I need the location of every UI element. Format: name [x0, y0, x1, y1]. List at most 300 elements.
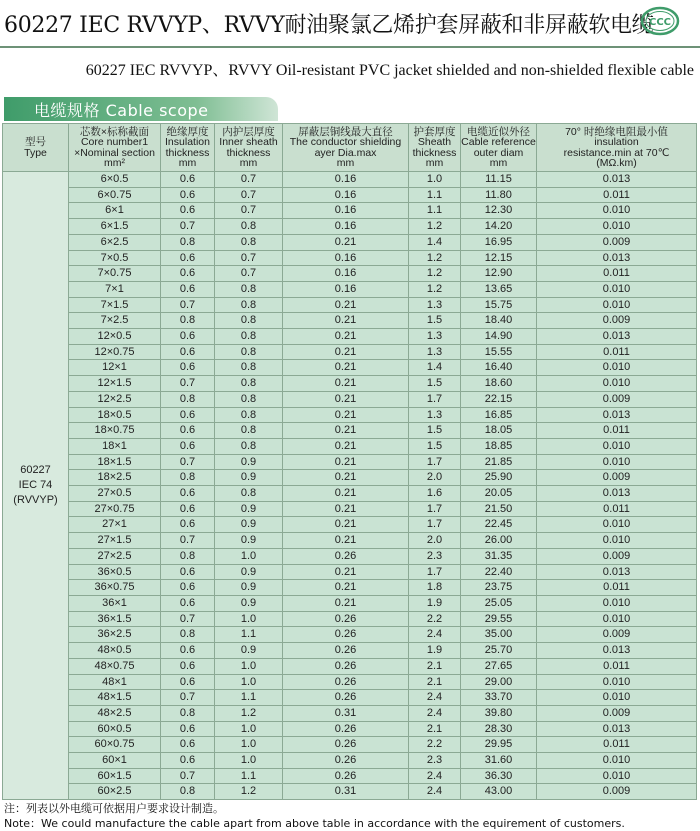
table-cell: 0.21: [283, 470, 409, 486]
table-cell: 0.8: [215, 344, 283, 360]
table-row: [3, 454, 697, 470]
table-cell: 0.8: [161, 470, 215, 486]
table-cell: 0.011: [537, 344, 697, 360]
table-row: [3, 548, 697, 564]
table-row: [3, 313, 697, 329]
table-cell: 0.8: [161, 784, 215, 800]
table-cell: 0.8: [161, 627, 215, 643]
table-cell: 60×1.5: [69, 768, 161, 784]
table-cell: 0.6: [161, 187, 215, 203]
table-cell: 0.9: [215, 533, 283, 549]
table-cell: 0.010: [537, 753, 697, 769]
table-cell: 0.011: [537, 737, 697, 753]
table-cell: 1.7: [409, 517, 461, 533]
table-row: [3, 297, 697, 313]
table-cell: 21.85: [461, 454, 537, 470]
table-cell: 0.9: [215, 470, 283, 486]
table-cell: 0.010: [537, 454, 697, 470]
table-cell: 1.0: [215, 658, 283, 674]
table-cell: 0.26: [283, 611, 409, 627]
table-cell: 0.21: [283, 376, 409, 392]
table-cell: 0.6: [161, 423, 215, 439]
table-header-row: [3, 124, 697, 172]
table-cell: 22.45: [461, 517, 537, 533]
table-cell: 0.010: [537, 438, 697, 454]
table-cell: 0.6: [161, 203, 215, 219]
table-cell: 0.21: [283, 517, 409, 533]
table-cell: 12.90: [461, 266, 537, 282]
table-cell: 25.70: [461, 643, 537, 659]
table-cell: 0.6: [161, 737, 215, 753]
table-cell: 0.6: [161, 501, 215, 517]
table-cell: 0.6: [161, 595, 215, 611]
table-cell: 0.21: [283, 407, 409, 423]
table-cell: 0.6: [161, 360, 215, 376]
table-cell: 0.010: [537, 219, 697, 235]
table-cell: 0.7: [161, 533, 215, 549]
table-cell: 0.013: [537, 643, 697, 659]
table-cell: 0.011: [537, 658, 697, 674]
table-cell: 2.4: [409, 690, 461, 706]
table-cell: 0.6: [161, 281, 215, 297]
table-cell: 36×0.5: [69, 564, 161, 580]
table-cell: 1.9: [409, 643, 461, 659]
table-cell: 0.8: [215, 281, 283, 297]
table-cell: 0.8: [215, 297, 283, 313]
table-cell: 12×2.5: [69, 391, 161, 407]
table-cell: 18×0.5: [69, 407, 161, 423]
table-cell: 1.2: [409, 266, 461, 282]
table-cell: 0.26: [283, 658, 409, 674]
table-cell: 27×1: [69, 517, 161, 533]
table-cell: 0.16: [283, 203, 409, 219]
table-cell: 1.3: [409, 297, 461, 313]
table-cell: 0.9: [215, 643, 283, 659]
table-cell: 27×2.5: [69, 548, 161, 564]
footnote-cn: 注：列表以外电缆可依据用户要求设计制造。: [4, 802, 224, 815]
table-cell: 0.8: [161, 234, 215, 250]
table-cell: 0.8: [215, 486, 283, 502]
table-cell: 0.9: [215, 595, 283, 611]
table-cell: 0.21: [283, 454, 409, 470]
table-cell: 0.21: [283, 329, 409, 345]
table-cell: 0.8: [215, 438, 283, 454]
table-row: [3, 376, 697, 392]
table-cell: 2.4: [409, 705, 461, 721]
table-cell: 2.4: [409, 784, 461, 800]
table-cell: 6×1: [69, 203, 161, 219]
table-cell: 0.21: [283, 580, 409, 596]
table-row: [3, 611, 697, 627]
table-cell: 0.6: [161, 486, 215, 502]
table-cell: 0.21: [283, 501, 409, 517]
table-cell: 0.8: [215, 313, 283, 329]
table-cell: 0.7: [161, 611, 215, 627]
table-cell: 0.010: [537, 595, 697, 611]
table-cell: 33.70: [461, 690, 537, 706]
table-cell: 1.3: [409, 407, 461, 423]
table-cell: 60×1: [69, 753, 161, 769]
table-cell: 27×0.5: [69, 486, 161, 502]
table-cell: 0.009: [537, 470, 697, 486]
table-cell: 48×1: [69, 674, 161, 690]
table-cell: 0.8: [215, 219, 283, 235]
table-row: [3, 580, 697, 596]
table-cell: 1.7: [409, 391, 461, 407]
type-cell: 60227 IEC 74 (RVVYP): [3, 172, 69, 800]
table-cell: 0.010: [537, 768, 697, 784]
table-cell: 18×0.75: [69, 423, 161, 439]
table-row: [3, 203, 697, 219]
table-cell: 0.26: [283, 690, 409, 706]
table-cell: 29.95: [461, 737, 537, 753]
table-cell: 31.35: [461, 548, 537, 564]
table-cell: 0.26: [283, 737, 409, 753]
table-cell: 21.50: [461, 501, 537, 517]
table-cell: 0.6: [161, 438, 215, 454]
table-row: [3, 423, 697, 439]
table-row: [3, 705, 697, 721]
table-cell: 1.4: [409, 360, 461, 376]
table-cell: 0.6: [161, 517, 215, 533]
table-cell: 0.010: [537, 533, 697, 549]
table-cell: 0.013: [537, 407, 697, 423]
table-cell: 43.00: [461, 784, 537, 800]
table-cell: 1.1: [215, 627, 283, 643]
table-cell: 0.009: [537, 234, 697, 250]
column-header: 绝缘厚度 Insulation thickness mm: [161, 124, 215, 172]
table-cell: 0.009: [537, 784, 697, 800]
table-row: [3, 219, 697, 235]
table-cell: 0.010: [537, 611, 697, 627]
table-row: [3, 281, 697, 297]
table-row: [3, 533, 697, 549]
table-cell: 0.8: [215, 407, 283, 423]
table-cell: 0.7: [161, 768, 215, 784]
table-cell: 6×0.5: [69, 172, 161, 188]
table-cell: 0.7: [215, 266, 283, 282]
table-cell: 0.8: [215, 234, 283, 250]
table-cell: 1.0: [409, 172, 461, 188]
table-cell: 60×0.75: [69, 737, 161, 753]
table-cell: 0.7: [161, 297, 215, 313]
table-cell: 0.9: [215, 454, 283, 470]
table-cell: 18×1: [69, 438, 161, 454]
table-cell: 20.05: [461, 486, 537, 502]
table-cell: 25.90: [461, 470, 537, 486]
table-cell: 0.7: [215, 250, 283, 266]
table-cell: 0.26: [283, 721, 409, 737]
table-cell: 1.7: [409, 564, 461, 580]
table-cell: 0.6: [161, 266, 215, 282]
table-cell: 0.011: [537, 580, 697, 596]
table-cell: 1.4: [409, 234, 461, 250]
table-cell: 2.1: [409, 658, 461, 674]
table-row: [3, 595, 697, 611]
table-row: [3, 721, 697, 737]
table-cell: 1.1: [409, 203, 461, 219]
table-cell: 0.26: [283, 768, 409, 784]
table-cell: 0.8: [215, 391, 283, 407]
table-cell: 0.16: [283, 250, 409, 266]
table-cell: 0.26: [283, 753, 409, 769]
table-cell: 1.5: [409, 376, 461, 392]
table-cell: 0.7: [161, 690, 215, 706]
table-cell: 48×2.5: [69, 705, 161, 721]
column-header: 护套厚度 Sheath thickness mm: [409, 124, 461, 172]
table-cell: 0.16: [283, 172, 409, 188]
table-cell: 7×1.5: [69, 297, 161, 313]
table-cell: 6×0.75: [69, 187, 161, 203]
table-cell: 36×1: [69, 595, 161, 611]
table-cell: 13.65: [461, 281, 537, 297]
table-row: [3, 391, 697, 407]
table-cell: 2.1: [409, 721, 461, 737]
table-cell: 16.85: [461, 407, 537, 423]
table-cell: 0.009: [537, 705, 697, 721]
table-cell: 27×1.5: [69, 533, 161, 549]
page-title: 60227 IEC RVVYP、RVVY耐油聚氯乙烯护套屏蔽和非屏蔽软电缆: [4, 13, 654, 38]
table-cell: 0.7: [161, 454, 215, 470]
table-cell: 1.5: [409, 423, 461, 439]
table-cell: 15.55: [461, 344, 537, 360]
table-row: [3, 329, 697, 345]
column-header: 型号 Type: [3, 124, 69, 172]
table-cell: 0.6: [161, 407, 215, 423]
table-cell: 0.21: [283, 423, 409, 439]
table-cell: 1.0: [215, 753, 283, 769]
table-cell: 0.16: [283, 219, 409, 235]
table-row: [3, 674, 697, 690]
table-cell: 36×2.5: [69, 627, 161, 643]
table-cell: 0.8: [161, 548, 215, 564]
table-cell: 7×2.5: [69, 313, 161, 329]
table-cell: 2.3: [409, 548, 461, 564]
table-cell: 0.26: [283, 548, 409, 564]
table-cell: 0.6: [161, 329, 215, 345]
table-cell: 14.90: [461, 329, 537, 345]
table-cell: 0.9: [215, 580, 283, 596]
table-row: [3, 690, 697, 706]
table-row: [3, 187, 697, 203]
table-cell: 18.60: [461, 376, 537, 392]
table-row: [3, 360, 697, 376]
table-cell: 25.05: [461, 595, 537, 611]
table-cell: 22.15: [461, 391, 537, 407]
table-cell: 7×0.75: [69, 266, 161, 282]
table-cell: 16.95: [461, 234, 537, 250]
table-cell: 1.2: [215, 705, 283, 721]
table-cell: 18.85: [461, 438, 537, 454]
table-cell: 0.011: [537, 266, 697, 282]
table-cell: 0.010: [537, 281, 697, 297]
table-cell: 0.6: [161, 674, 215, 690]
table-cell: 36×0.75: [69, 580, 161, 596]
table-row: [3, 753, 697, 769]
table-cell: 1.8: [409, 580, 461, 596]
table-cell: 0.31: [283, 784, 409, 800]
table-row: [3, 784, 697, 800]
table-cell: 0.009: [537, 313, 697, 329]
table-cell: 0.8: [161, 313, 215, 329]
table-cell: 48×1.5: [69, 690, 161, 706]
table-cell: 28.30: [461, 721, 537, 737]
table-cell: 1.0: [215, 737, 283, 753]
table-cell: 1.5: [409, 438, 461, 454]
table-cell: 0.21: [283, 344, 409, 360]
table-cell: 1.3: [409, 329, 461, 345]
table-cell: 0.6: [161, 172, 215, 188]
table-cell: 0.8: [215, 423, 283, 439]
table-cell: 0.21: [283, 438, 409, 454]
table-cell: 11.80: [461, 187, 537, 203]
table-cell: 0.9: [215, 517, 283, 533]
table-cell: 0.7: [215, 187, 283, 203]
table-cell: 0.011: [537, 501, 697, 517]
table-row: [3, 564, 697, 580]
table-cell: 0.009: [537, 548, 697, 564]
table-cell: 18×2.5: [69, 470, 161, 486]
table-cell: 1.3: [409, 344, 461, 360]
table-cell: 12.30: [461, 203, 537, 219]
table-cell: 0.8: [215, 329, 283, 345]
table-cell: 1.0: [215, 674, 283, 690]
table-cell: 1.0: [215, 611, 283, 627]
section-title: 电缆规格 Cable scope: [34, 101, 209, 120]
table-cell: 11.15: [461, 172, 537, 188]
table-cell: 1.0: [215, 721, 283, 737]
table-cell: 0.21: [283, 313, 409, 329]
table-cell: 1.2: [409, 281, 461, 297]
table-cell: 7×1: [69, 281, 161, 297]
table-cell: 1.5: [409, 313, 461, 329]
table-cell: 39.80: [461, 705, 537, 721]
table-cell: 29.55: [461, 611, 537, 627]
table-row: [3, 407, 697, 423]
table-cell: 0.21: [283, 533, 409, 549]
table-row: [3, 768, 697, 784]
table-cell: 0.010: [537, 360, 697, 376]
table-cell: 60×2.5: [69, 784, 161, 800]
table-cell: 27.65: [461, 658, 537, 674]
table-cell: 0.6: [161, 564, 215, 580]
table-cell: 0.010: [537, 297, 697, 313]
table-cell: 27×0.75: [69, 501, 161, 517]
table-cell: 0.8: [161, 391, 215, 407]
table-row: [3, 501, 697, 517]
table-cell: 12×1.5: [69, 376, 161, 392]
table-row: [3, 344, 697, 360]
column-header: 芯数×标称截面 Core number1 ×Nominal section mm²: [69, 124, 161, 172]
table-row: [3, 250, 697, 266]
table-cell: 2.4: [409, 627, 461, 643]
table-cell: 0.8: [161, 705, 215, 721]
table-cell: 0.31: [283, 705, 409, 721]
table-cell: 0.6: [161, 643, 215, 659]
table-row: [3, 470, 697, 486]
table-cell: 0.7: [161, 376, 215, 392]
table-row: [3, 658, 697, 674]
table-cell: 48×0.5: [69, 643, 161, 659]
table-cell: 1.2: [409, 250, 461, 266]
table-cell: 35.00: [461, 627, 537, 643]
table-cell: 1.2: [409, 219, 461, 235]
table-cell: 2.1: [409, 674, 461, 690]
table-row: [3, 438, 697, 454]
table-cell: 0.21: [283, 297, 409, 313]
table-cell: 0.21: [283, 564, 409, 580]
table-cell: 60×0.5: [69, 721, 161, 737]
table-cell: 0.9: [215, 564, 283, 580]
table-row: [3, 517, 697, 533]
ccc-certification-logo: [640, 6, 680, 36]
table-cell: 1.1: [215, 690, 283, 706]
page-subtitle: 60227 IEC RVVYP、RVVY Oil-resistant PVC jacket shielded and non-shielded flexible cable: [85, 62, 694, 79]
table-cell: 0.21: [283, 360, 409, 376]
table-cell: 18×1.5: [69, 454, 161, 470]
table-cell: 0.010: [537, 517, 697, 533]
footnote-en: Note：We could manufacture the cable apart from above table in accordance with the equirement of customers.: [4, 817, 625, 830]
table-cell: 0.6: [161, 250, 215, 266]
table-cell: 12×0.75: [69, 344, 161, 360]
table-cell: 12.15: [461, 250, 537, 266]
table-cell: 0.6: [161, 344, 215, 360]
table-cell: 0.013: [537, 329, 697, 345]
table-cell: 0.16: [283, 281, 409, 297]
table-cell: 1.0: [215, 548, 283, 564]
table-cell: 0.21: [283, 486, 409, 502]
logo-text: CCC: [648, 17, 672, 28]
table-cell: 0.013: [537, 721, 697, 737]
table-cell: 0.6: [161, 658, 215, 674]
table-cell: 12×0.5: [69, 329, 161, 345]
table-cell: 1.7: [409, 454, 461, 470]
table-cell: 0.26: [283, 627, 409, 643]
table-cell: 0.010: [537, 203, 697, 219]
table-cell: 0.6: [161, 721, 215, 737]
table-cell: 2.0: [409, 470, 461, 486]
table-body: [3, 172, 697, 800]
column-header: 内护层厚度 Inner sheath thickness mm: [215, 124, 283, 172]
table-cell: 14.20: [461, 219, 537, 235]
table-cell: 0.6: [161, 753, 215, 769]
table-cell: 26.00: [461, 533, 537, 549]
table-cell: 0.013: [537, 172, 697, 188]
table-cell: 0.9: [215, 501, 283, 517]
table-cell: 22.40: [461, 564, 537, 580]
table-cell: 0.8: [215, 360, 283, 376]
table-cell: 0.7: [215, 203, 283, 219]
table-cell: 36×1.5: [69, 611, 161, 627]
table-cell: 6×2.5: [69, 234, 161, 250]
table-row: [3, 737, 697, 753]
table-cell: 0.26: [283, 674, 409, 690]
table-cell: 0.013: [537, 564, 697, 580]
column-header: 70° 时绝缘电阻最小值 insulation resistance.min at 70℃ (MΩ.km): [537, 124, 697, 172]
table-cell: 29.00: [461, 674, 537, 690]
table-cell: 15.75: [461, 297, 537, 313]
table-cell: 2.4: [409, 768, 461, 784]
table-cell: 16.40: [461, 360, 537, 376]
table-cell: 0.21: [283, 234, 409, 250]
table-cell: 0.009: [537, 627, 697, 643]
table-cell: 2.3: [409, 753, 461, 769]
table-cell: 1.6: [409, 486, 461, 502]
table-cell: 2.2: [409, 611, 461, 627]
table-cell: 18.40: [461, 313, 537, 329]
table-cell: 0.013: [537, 250, 697, 266]
table-cell: 0.21: [283, 595, 409, 611]
